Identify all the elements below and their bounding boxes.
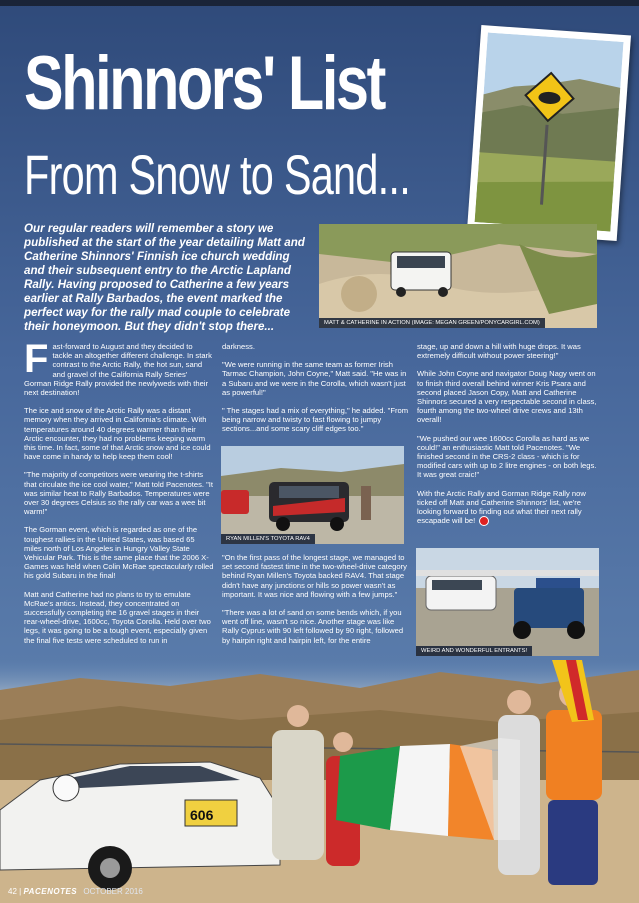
col1-p3: "The majority of competitors were wearing the t-shirts that circulate the ice cool water," Matt told Pacenotes. "It was similar heat to Rally Barbados. Temperatures were over 30 degrees Celsius so the rally car was a wee bit warm!" [24, 470, 214, 517]
column-2-top [222, 342, 412, 443]
col3-p4: With the Arctic Rally and Gorman Ridge Rally now ticked off Matt and Catherine Shinnors' list, we're looking forward to finding out what their next rally escapade will be! [417, 488, 586, 526]
rally-number-plate: 606 [190, 807, 214, 823]
issue-date: OCTOBER 2016 [83, 887, 143, 896]
col1-p1: ast-forward to August and they decided to tackle an altogether different challenge. In stark contrast to the Arctic Rally, the hot sun, sand and gravel of the California Rally Series' Gorman Ridge Rally provided the newlyweds with their next destination! [24, 342, 212, 398]
col2-p4: "On the first pass of the longest stage, we managed to set second fastest time in the two-wheel-drive category behind Ryan Millen's Toyota backed RAV4. That stage didn't have any junctions or hills so power wasn't as important. It was nice and flowing with a few jumps." [222, 553, 407, 599]
col1-p2: The ice and snow of the Arctic Rally was a distant memory when they arrived in California's climate. With temperatures around 40 degrees warmer than their Arctic encounter, they had no problems keeping warm this time. In fact, some of that Arctic snow and ice could have come in handy to help keep them cool! [24, 406, 211, 462]
entrants-caption: WEIRD AND WONDERFUL ENTRANTS! [416, 646, 532, 656]
col3-p1: stage, up and down a hill with huge drops. It was extremely difficult without power steering!" [417, 342, 581, 361]
intro-paragraph: Our regular readers will remember a story we published at the start of the year detailing Matt and Catherine Shinnors' Finnish ice church wedding and their subsequent entry to the Arctic Lapland Rally. Having proposed to Catherine a few years earlier at Rally Barbados, the event marked the perfect way for the rally mad couple to celebrate their honeymoon. But they didn't stop there... [24, 222, 305, 333]
col3-p2: While John Coyne and navigator Doug Nagy went on to finish third overall behind winner Kris Psara and second placed Jason Copy, Matt and Catherine Shinnors secured a very respectable second in class, fourth among the two-wheel drive crews and 13th overall! [417, 369, 597, 425]
column-2-bottom [222, 553, 412, 654]
col3-p3: "We pushed our wee 1600cc Corolla as hard as we could!" an enthusiastic Matt told Pacenotes. "We finished second in the CRS-2 class - which is for modified cars with up to 2 litre engines - on both legs. It was great craic!" [417, 433, 597, 480]
entrants-photo [416, 548, 599, 656]
brand-name: PACENOTES [23, 887, 78, 896]
article-subtitle: From Snow to Sand... [24, 143, 410, 206]
action-photo [319, 224, 597, 328]
col2-p5: "There was a lot of sand on some bends which, if you went off line, wasn't so nice. Another stage was like Rally Cyprus with 90 left followed by 90 right, followed by hairpin right and hairpin left, for the entire [222, 608, 404, 645]
col2-p1: darkness. [222, 342, 255, 351]
rav4-photo [221, 446, 404, 544]
rav4-caption: RYAN MILLEN'S TOYOTA RAV4 [221, 534, 315, 544]
tortoise-sign-photo [467, 25, 631, 241]
col1-p4: The Gorman event, which is regarded as one of the toughest rallies in the United States, was based 65 miles north of Los Angeles in Hungry Valley State Vehicular Park. This is the same place that the 2006 X-Games was held when Colin McRae spectacularly rolled his gold Subaru in the final! [24, 525, 214, 581]
col1-p5: Matt and Catherine had no plans to try to emulate McRae's antics. Instead, they concentrated on successfully completing the 16 gravel stages in their rear-wheel-drive, 1600cc, Toyota Corolla. Held over two legs, it was going to be a tough event, especially given the final five tests were scheduled to run in [24, 589, 211, 645]
column-1 [24, 337, 214, 654]
col2-p2: "We were running in the same team as former Irish Tarmac Champion, John Coyne," Matt said. "He was in a Subaru and we were in the Corolla, which wasn't just as powerful!" [222, 360, 407, 397]
dropcap: F [24, 337, 49, 381]
page-footer: 42 | PACENOTES OCTOBER 2016 [8, 887, 143, 896]
col2-p3: " The stages had a mix of everything," he added. "From being narrow and twisty to fast flowing to jumpy sections...and some scary cliff edges too." [222, 406, 409, 434]
column-3 [417, 342, 601, 535]
end-mark-icon [479, 516, 489, 526]
action-caption: MATT & CATHERINE IN ACTION (IMAGE: MEGAN GREEN/PONYCARGIRL.COM) [319, 318, 545, 328]
article-title: Shinnors' List [24, 41, 385, 126]
page-number: 42 [8, 887, 17, 896]
team-photo [0, 660, 639, 903]
top-border [0, 0, 639, 6]
